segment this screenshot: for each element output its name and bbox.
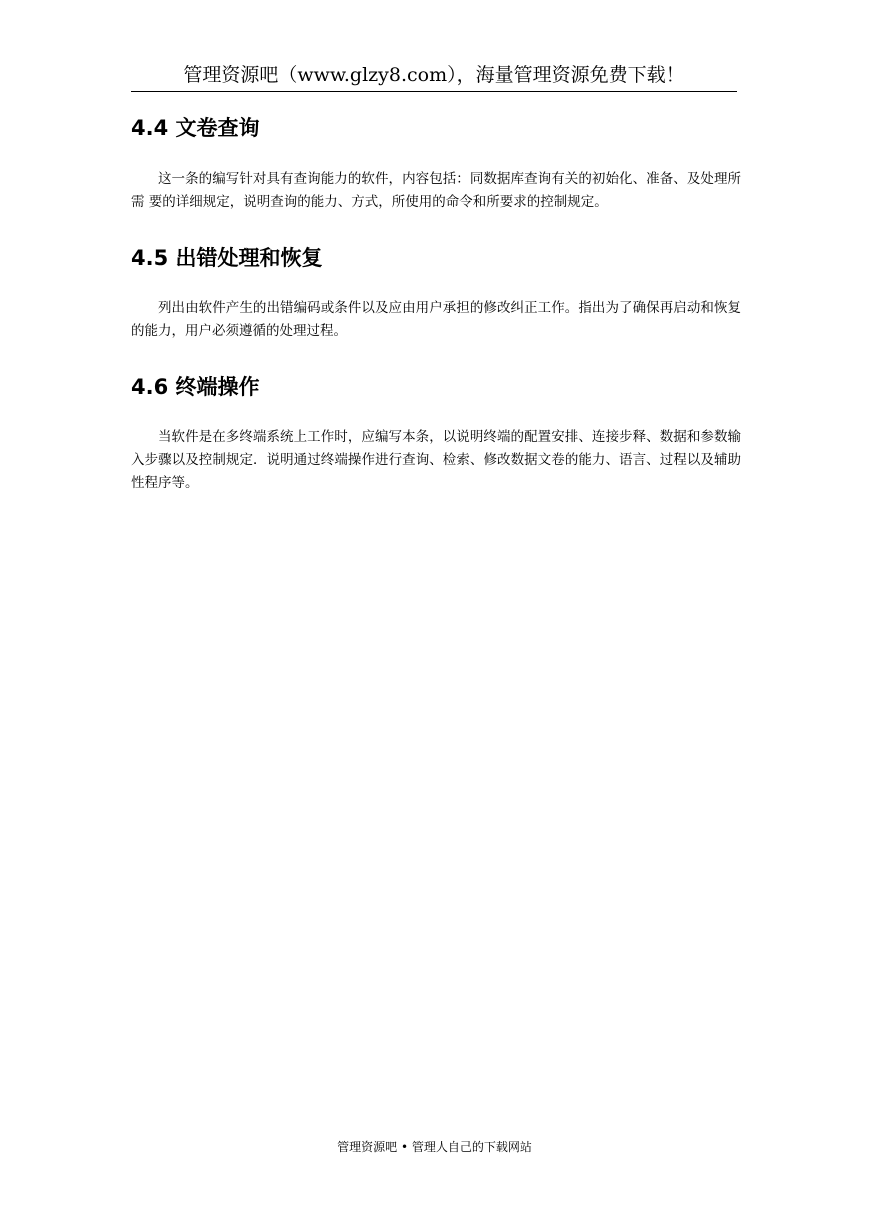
page-footer: 管理资源吧 • 管理人自己的下载网站: [337, 1140, 532, 1154]
section-4-6: [131, 373, 741, 495]
section-body: 当软件是在多终端系统上工作时，应编写本条，以说明终端的配置安排、连接步释、数据和参数输入步骤以及控制规定．说明通过终端操作进行查询、检索、修改数据文卷的能力、语言、过程以及辅助性程序等。: [131, 429, 741, 491]
page-header: 管理资源吧（www.glzy8.com），海量管理资源免费下载！: [131, 60, 737, 92]
section-4-4: [131, 114, 741, 214]
section-body: 列出由软件产生的出错编码或条件以及应由用户承担的修改纠正工作。指出为了确保再启动和恢复的能力，用户必须遵循的处理过程。: [131, 300, 741, 339]
section-4-5: [131, 244, 741, 343]
section-heading: 4.4 文卷查询: [131, 116, 260, 140]
section-heading: 4.5 出错处理和恢复: [131, 246, 323, 270]
section-heading: 4.6 终端操作: [131, 375, 260, 399]
section-body: 这一条的编写针对具有查询能力的软件，内容包括：同数据库查询有关的初始化、准备、及处理所需 要的详细规定，说明查询的能力、方式，所使用的命令和所要求的控制规定。: [131, 171, 741, 210]
